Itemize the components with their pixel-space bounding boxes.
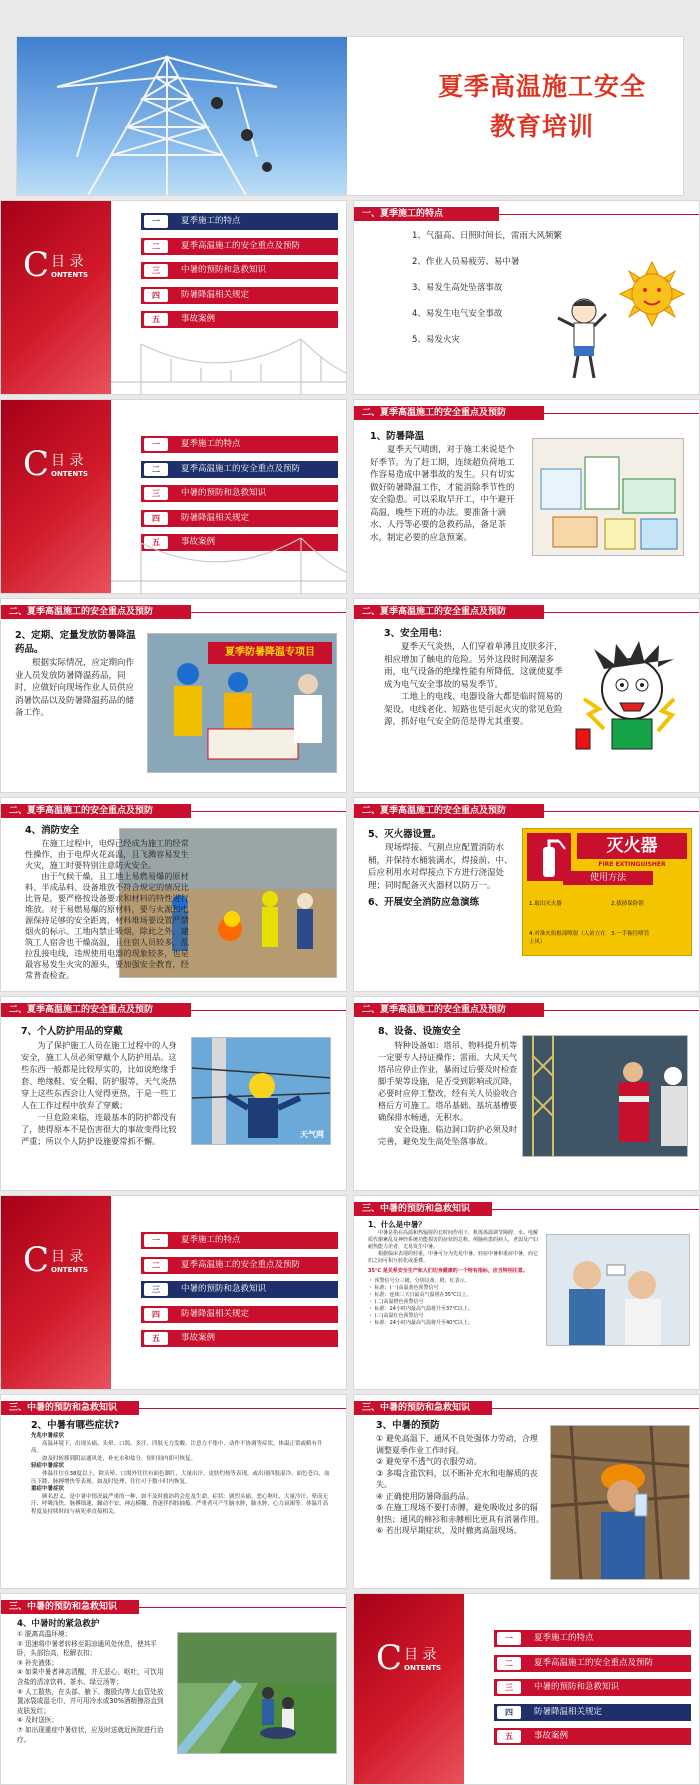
list-item: ・ 标准：24小时内最高气温将升至40℃以上。 xyxy=(368,1320,473,1326)
sub-heading: 先兆中暑症状 xyxy=(31,1433,65,1439)
toc-item-2[interactable] xyxy=(141,1257,338,1274)
toc-label: 防暑降温相关规定 xyxy=(181,289,250,300)
list-item: ⑥ 及时送医； xyxy=(17,1716,58,1725)
slide-header xyxy=(354,1196,699,1218)
slide-header-text: 二、夏季高温施工的安全重点及预防 xyxy=(362,806,507,816)
toc-slide-2 xyxy=(0,399,347,594)
toc-label: 夏季施工的特点 xyxy=(181,439,241,449)
toc-c-letter: C xyxy=(23,1240,50,1280)
extinguisher-text xyxy=(368,828,518,910)
what-is-heatstroke-slide xyxy=(353,1195,700,1390)
toc-item-3[interactable] xyxy=(141,1281,338,1298)
section-heading-6: 6、开展安全消防应急演练 xyxy=(368,897,480,908)
section-body: 为了保护施工人员在施工过程中的人身安全，施工人员必须穿戴个人防护用品。这些东西一般都是比较厚实的，比如说绝缘手套、绝缘鞋、安全帽、防护服等，天气炎热穿上这些东西会让人觉得更热，于是一些工人在工作过程中放弃了穿戴； xyxy=(21,1040,177,1110)
list-item: ② 避免穿不透气的衣服劳动。 xyxy=(376,1457,482,1466)
sun-and-boy-icon xyxy=(544,256,694,386)
workers-medicine-photo xyxy=(147,633,337,773)
section-heading: 4、消防安全 xyxy=(25,825,80,836)
heat-text xyxy=(370,430,520,544)
toc-heading xyxy=(23,444,103,484)
slide-header xyxy=(1,997,346,1019)
toc-num: 五 xyxy=(144,313,168,326)
toc-item-1[interactable] xyxy=(141,436,338,453)
toc-label: 中暑的预防和急救知识 xyxy=(534,1682,620,1692)
toc-item-4[interactable] xyxy=(141,510,338,527)
toc-label: 夏季施工的特点 xyxy=(181,216,241,226)
toc-mulu: 目 录 xyxy=(404,1647,437,1663)
toc-num: 二 xyxy=(144,240,168,253)
ppe-text xyxy=(21,1025,181,1147)
toc-num: 三 xyxy=(144,1283,168,1296)
toc-label: 夏季施工的特点 xyxy=(181,1235,241,1245)
toc-item-1[interactable] xyxy=(494,1630,691,1647)
list-item: ⑦ 如出现重症中暑症状，应及时送就近医院进行治疗。 xyxy=(17,1725,164,1744)
medicine-photo xyxy=(532,438,684,556)
sub-body: 如及时转移到阴凉通风处，补充水和盐分，短时间内即可恢复。 xyxy=(42,1455,197,1462)
slide-header xyxy=(354,997,699,1019)
toc-item-2[interactable] xyxy=(494,1655,691,1672)
slide-header xyxy=(354,201,699,223)
section-body: 现场焊接、气割点应配置消防水桶，并保持水桶装满水，焊接前、中、后应利用水对焊接点下方进行浇湿处理；同时配备灭火器材以防万一。 xyxy=(368,843,513,891)
toc-item-4[interactable] xyxy=(141,287,338,304)
slide-header-text: 二、夏季高温施工的安全重点及预防 xyxy=(9,607,154,617)
section-body: 特种设备如：塔吊、物料提升机等一定要专人持证操作；雷雨、大风天气塔吊应停止作业，暴雨过后要及时检查脚手架等设施，是否受到影响或沉降，必要时应停工整改，经有关人员验收合格后方可施工。塔吊基础、基坑基槽要确保排水畅通，无积水。 xyxy=(378,1040,518,1122)
toc-item-3[interactable] xyxy=(141,262,338,279)
worker-drinking-illustration xyxy=(551,1426,690,1580)
slide-header-text: 二、夏季高温施工的安全重点及预防 xyxy=(9,1005,154,1015)
extinguisher-slide xyxy=(353,797,700,992)
slide-header-text: 三、中暑的预防和急救知识 xyxy=(9,1403,118,1413)
section-body-2: 由于气候干燥，且工地上易燃易爆的原材料、半成品料、设备堆放不符合规定的情况比比皆是，要严格按设备要求和材料的特性进行堆放。对于易燃易爆的原材料，要与火源和电源保持足够的安全距离，材料堆场要设置严禁烟火的标示。工地内禁止吸烟，除此之外，建筑工人宿舍也干燥高温，且住宿人员较多，乱拉乱接电线，违规使用电器的现象较多，也是最容易发生火灾的源头，要加强安全教育，经常普查检查。 xyxy=(25,871,189,980)
sign-step: 1.取出灭火器 xyxy=(529,901,562,907)
toc-label: 防暑降温相关规定 xyxy=(181,1308,250,1319)
toc-num: 四 xyxy=(144,1308,168,1321)
toc-c-letter: C xyxy=(376,1638,403,1678)
photo-watermark: 天气网 xyxy=(300,1130,324,1139)
section-heading: 5、灭火器设置。 xyxy=(368,829,442,840)
list-item: ① 脱离高温环境； xyxy=(17,1630,72,1638)
temperature-value: 35℃ xyxy=(368,1268,382,1274)
list-item: 3、易发生高处坠落事故 xyxy=(412,283,503,293)
section-body: 夏季天气晴朗，对于施工来说是个好季节。为了赶工期，连续超负荷地工作容易造成中暑事故的发生。只有切实做好防暑降温工作，才能消除季节性的安全隐患。可以采取早开工，中午避开高温，晚些下班的办法。要准备十滴水、人丹等必要的急救药品，备足茶水，制定必要的应急预案。 xyxy=(370,445,515,543)
list-item: 5、易发火灾 xyxy=(412,335,460,345)
section-heading: 4、中暑时的紧急救护 xyxy=(17,1619,100,1629)
rescue-illustration xyxy=(178,1633,337,1754)
toc-num: 一 xyxy=(144,1234,168,1247)
toc-item-5[interactable] xyxy=(141,311,338,328)
medicine-boxes-image xyxy=(533,439,684,556)
list-item: ・ 标准：(一)高温黄色预警信号 xyxy=(368,1285,439,1291)
first-aid-photo xyxy=(546,1234,690,1346)
toc-heading xyxy=(23,1240,103,1280)
medicine-slide xyxy=(0,598,347,793)
list-item: ・ 标准：连续三天日最高气温将在35℃以上。 xyxy=(368,1292,472,1298)
prevention-text xyxy=(376,1419,544,1537)
slide-header xyxy=(1,798,346,820)
lineman-photo xyxy=(191,1037,331,1145)
section-heading: 3、安全用电： xyxy=(384,628,448,639)
slide-header xyxy=(354,400,699,422)
list-item: ・ (二)高温橙色预警信号 xyxy=(368,1299,424,1305)
toc-red-panel xyxy=(354,1594,464,1784)
toc-item-2[interactable] xyxy=(141,461,338,478)
toc-num: 五 xyxy=(144,536,168,549)
toc-label: 防暑降温相关规定 xyxy=(534,1706,603,1717)
toc-slide-1 xyxy=(0,200,347,395)
toc-label: 事故案例 xyxy=(534,1731,569,1741)
symptoms-text xyxy=(31,1419,331,1517)
toc-label: 事故案例 xyxy=(181,314,216,324)
toc-ontents: ONTENTS xyxy=(51,470,89,478)
toc-num: 二 xyxy=(144,463,168,476)
toc-num: 四 xyxy=(144,512,168,525)
slide-header xyxy=(354,599,699,621)
toc-label: 夏季高温施工的安全重点及预防 xyxy=(181,240,301,251)
section-heading: 7、个人防护用品的穿戴 xyxy=(21,1026,123,1037)
rescue-photo xyxy=(177,1632,337,1754)
list-item: ・ 标准：24小时内最高气温将升至37℃以上。 xyxy=(368,1306,473,1312)
first-aid-slide xyxy=(0,1593,347,1785)
toc-item-5[interactable] xyxy=(141,1330,338,1347)
tower-illustration xyxy=(17,37,347,196)
slide-header-text: 二、夏季高温施工的安全重点及预防 xyxy=(9,806,154,816)
slide-header xyxy=(1,1395,346,1417)
toc-red-panel xyxy=(1,201,111,394)
section-heading: 2、定期、定量发放防暑降温药品。 xyxy=(15,630,136,655)
slide-header xyxy=(354,798,699,820)
toc-c-letter: C xyxy=(23,444,50,484)
electric-safety-slide xyxy=(353,598,700,793)
list-item: ① 避免高温下、通风不良处强体力劳动，合理调整夏季作业工作时间。 xyxy=(376,1434,538,1455)
toc-ontents: ONTENTS xyxy=(404,1664,442,1672)
toc-list xyxy=(141,1232,338,1355)
sub-body: 体温往往在38度以上。除头晕、口渴外往往有面色潮红、大量出汗、皮肤灼热等表现，或出现四肢湿冷、面色苍白、血压下降、脉搏增快等表现。如及时处理，往往可于数小时内恢复。 xyxy=(31,1470,330,1485)
list-item: ・ 预警信号分三级，分别以黄、橙、红表示。 xyxy=(368,1278,470,1284)
sub-body: 高温环境下，出现头痛、头晕、口渴、多汗、四肢无力发酸、注意力不集中、动作不协调等症状。体温正常或略有升高。 xyxy=(31,1440,323,1455)
bridge-graphic xyxy=(111,334,347,394)
toc-label: 中暑的预防和急救知识 xyxy=(181,265,267,275)
toc-slide-3 xyxy=(0,1195,347,1390)
features-slide xyxy=(353,200,700,395)
heatstroke-text xyxy=(368,1220,542,1327)
section-heading: 3、中暑的预防 xyxy=(376,1420,440,1431)
cover-title-line2: 教育培训 xyxy=(489,112,594,141)
toc-item-5[interactable] xyxy=(494,1728,691,1745)
toc-label: 事故案例 xyxy=(181,537,216,547)
toc-mulu: 目 录 xyxy=(51,254,84,270)
toc-item-3[interactable] xyxy=(141,485,338,502)
tower-photo xyxy=(17,37,347,196)
toc-num: 四 xyxy=(144,289,168,302)
list-item: 1、气温高、日照时间长，雷雨大风频繁 xyxy=(412,231,562,241)
list-item: 4、易发生电气安全事故 xyxy=(412,309,503,319)
toc-red-panel xyxy=(1,1196,111,1389)
slide-header xyxy=(1,1594,346,1616)
list-item: 2、作业人员易疲劳、易中暑 xyxy=(412,257,520,267)
sub-body: 顾名思义，是中暑中情况最严重的一种，如不及时救治将会危及生命。症状：剧烈头痛、恶心呕吐、大量冷汗、晕而无汗、呼吸浅快、脉搏细速、躁动不安、神志模糊、昏迷伴四肢抽搐。严重者可产生脑水肿、肺水肿、心力衰竭等。体温升高程度及持续时间与病死率直接相关。 xyxy=(31,1493,329,1515)
bridge-graphic xyxy=(111,533,347,593)
toc-label: 夏季高温施工的安全重点及预防 xyxy=(181,1259,301,1270)
toc-mulu: 目 录 xyxy=(51,453,84,469)
slide-header-text: 三、中暑的预防和急救知识 xyxy=(362,1403,471,1413)
toc-num: 一 xyxy=(144,215,168,228)
slide-header-text: 三、中暑的预防和急救知识 xyxy=(9,1602,118,1612)
section-body: 根据实际情况，应定期向作业人员发放防暑降温药品，同时，应做好向现场作业人员供应消暑饮品以及防暑降温药品的储备工作。 xyxy=(15,658,135,718)
sign-step: 2.拔掉保险销 xyxy=(611,901,644,907)
first-aid-text xyxy=(17,1618,165,1745)
symptoms-slide xyxy=(0,1394,347,1589)
slide-header-text: 一、夏季施工的特点 xyxy=(362,209,444,219)
toc-num: 二 xyxy=(144,1259,168,1272)
sign-english: FIRE EXTINGUISHER xyxy=(598,861,666,868)
toc-mulu: 目 录 xyxy=(51,1249,84,1265)
heat-prevention-slide xyxy=(353,399,700,594)
photo-banner: 夏季防暑降温专项目 xyxy=(208,642,332,664)
cover-slide xyxy=(16,36,684,196)
list-item: ③ 补充液体； xyxy=(17,1658,58,1667)
workers-illustration xyxy=(148,634,337,773)
ppe-slide xyxy=(0,996,347,1191)
section-body-2: 根据临床表现的轻重，中暑可分为先兆中暑、轻症中暑和重症中暑，而它们之间可相互转化或重叠。 xyxy=(368,1251,539,1264)
toc-num: 一 xyxy=(144,438,168,451)
extinguisher-sign xyxy=(522,828,692,956)
first-aid-illustration xyxy=(547,1235,690,1346)
section-body: 在施工过程中，电焊已经成为施工的经常性操作，由于电焊火花高温，且飞溅容易发生火灾，施工时要特别注意防火安全。 xyxy=(25,838,189,870)
list-item: ⑤ 人工散热，在头部、腋下、腹股沟等大血管处放置冰袋或湿毛巾，并可用冷水或30%酒精擦浴直到皮肤发红； xyxy=(17,1687,164,1715)
toc-label: 夏季高温施工的安全重点及预防 xyxy=(534,1657,654,1668)
list-item: ⑥ 若出现早期症状，及时撤离高温现场。 xyxy=(376,1526,522,1535)
section-heading: 1、什么是中暑？ xyxy=(368,1220,426,1229)
toc-num: 三 xyxy=(144,487,168,500)
sign-step: 4.对准火焰根部喷射（人站立在上风） xyxy=(529,931,606,945)
list-item: ④ 正确使用防暑降温药品。 xyxy=(376,1491,474,1501)
toc-item-1[interactable] xyxy=(141,1232,338,1249)
toc-ontents: ONTENTS xyxy=(51,271,89,279)
toc-label: 夏季高温施工的安全重点及预防 xyxy=(181,463,301,474)
toc-label: 防暑降温相关规定 xyxy=(181,512,250,523)
toc-label: 夏季施工的特点 xyxy=(534,1633,594,1643)
toc-num: 二 xyxy=(497,1657,521,1670)
toc-num: 五 xyxy=(497,1730,521,1743)
toc-label: 中暑的预防和急救知识 xyxy=(181,488,267,498)
sign-subtitle: 使用方法 xyxy=(563,871,653,885)
sub-heading: 重症中暑症状 xyxy=(31,1486,65,1493)
section-heading: 2、中暑有哪些症状? xyxy=(31,1420,120,1431)
sub-heading: 轻症中暑症状 xyxy=(31,1463,65,1470)
toc-label: 事故案例 xyxy=(181,1333,216,1343)
equipment-slide xyxy=(353,996,700,1191)
section-heading: 1、防暑降温 xyxy=(370,431,425,442)
toc-item-3[interactable] xyxy=(494,1679,691,1696)
prevention-slide xyxy=(353,1394,700,1589)
sign-step: 3.一手握住喷管 xyxy=(611,931,650,937)
electric-text xyxy=(384,627,564,729)
toc-num: 一 xyxy=(497,1632,521,1645)
fire-safety-slide xyxy=(0,797,347,992)
list-item: ② 迅速将中暑者转移至阴凉通风处休息，使其平卧，头部抬高，松解衣扣； xyxy=(17,1639,157,1658)
worker-drinking-photo xyxy=(550,1425,690,1580)
electric-shock-icon xyxy=(574,639,694,764)
equipment-text xyxy=(378,1025,518,1147)
slide-header-text: 三、中暑的预防和急救知识 xyxy=(362,1204,471,1214)
slide-header xyxy=(354,1395,699,1417)
section-body-2: 一旦危险来临，连最基本的防护都没有了，使得原本不是伤害很大的事故变得比较严重；所以个人防护设施要常抓不懈。 xyxy=(21,1112,177,1146)
toc-num: 三 xyxy=(144,264,168,277)
toc-red-panel xyxy=(1,400,111,593)
toc-label: 中暑的预防和急救知识 xyxy=(181,1284,267,1294)
toc-item-4[interactable] xyxy=(494,1704,691,1721)
toc-num: 五 xyxy=(144,1332,168,1345)
slide-header-text: 二、夏季高温施工的安全重点及预防 xyxy=(362,1005,507,1015)
toc-item-2[interactable] xyxy=(141,238,338,255)
toc-num: 三 xyxy=(497,1681,521,1694)
section-heading: 8、设备、设施安全 xyxy=(378,1026,461,1037)
toc-slide-4 xyxy=(353,1593,700,1785)
toc-heading xyxy=(23,245,103,285)
crane-worker-illustration xyxy=(523,1036,688,1157)
toc-list xyxy=(141,213,338,336)
toc-item-1[interactable] xyxy=(141,213,338,230)
list-item: ・ (三)高温红色预警信号 xyxy=(368,1313,424,1319)
list-item: ④ 如果中暑者神志清醒，并无恶心、呕吐，可饮用含盐的清凉饮料、茶水、绿豆汤等； xyxy=(17,1668,164,1686)
toc-list xyxy=(494,1630,691,1753)
section-body-2: 安全设施、临边洞口防护必须及时完善，避免发生高处坠落事故。 xyxy=(378,1124,518,1146)
slide-header xyxy=(1,599,346,621)
section-body-2: 工地上的电线、电器设备大都是临时简易的架设，电线老化、短路也是引起火灾的常见危险源，抓好电气安全防范是得尤其重要。 xyxy=(384,692,563,727)
sign-title: 灭火器 xyxy=(577,833,687,859)
medicine-text xyxy=(15,629,139,720)
toc-item-4[interactable] xyxy=(141,1306,338,1323)
section-body: 中暑是指在高温和热辐射的长时间作用下，机体体温调节障碍，水、电解质代谢紊乱及神经系统功能损害的症状的总称。颅脑疾患的病人，老弱及产妇耐热能力差者，尤易发生中暑。 xyxy=(368,1230,539,1250)
toc-ontents: ONTENTS xyxy=(51,1266,89,1274)
fire-text xyxy=(25,824,195,981)
list-item: ⑤ 在施工现场不要打赤膊，避免吸收过多的辐射热；通风的棉衫和赤膊相比更具有消暑作用。 xyxy=(376,1503,544,1524)
section-body: 夏季天气炎热，人们穿着单薄且皮肤多汗，相应增加了触电的危险。另外这段时间潮湿多雨，电气设备的绝缘性能有所降低，这就使夏季成为电气安全事故的易发季节。 xyxy=(384,642,563,690)
temperature-note: 是关系安全生产和人们切身健康的一个特有指标，应当特别注意。 xyxy=(382,1268,528,1274)
crane-worker-photo xyxy=(522,1035,688,1157)
toc-c-letter: C xyxy=(23,245,50,285)
toc-num: 四 xyxy=(497,1706,521,1719)
toc-heading xyxy=(376,1638,456,1678)
list-item: ③ 多喝含盐饮料，以不断补充水和电解质的丧失。 xyxy=(376,1468,538,1489)
slide-header-text: 二、夏季高温施工的安全重点及预防 xyxy=(362,408,507,418)
slide-header-text: 二、夏季高温施工的安全重点及预防 xyxy=(362,607,507,617)
cover-title-line1: 夏季高温施工安全 xyxy=(437,72,646,101)
